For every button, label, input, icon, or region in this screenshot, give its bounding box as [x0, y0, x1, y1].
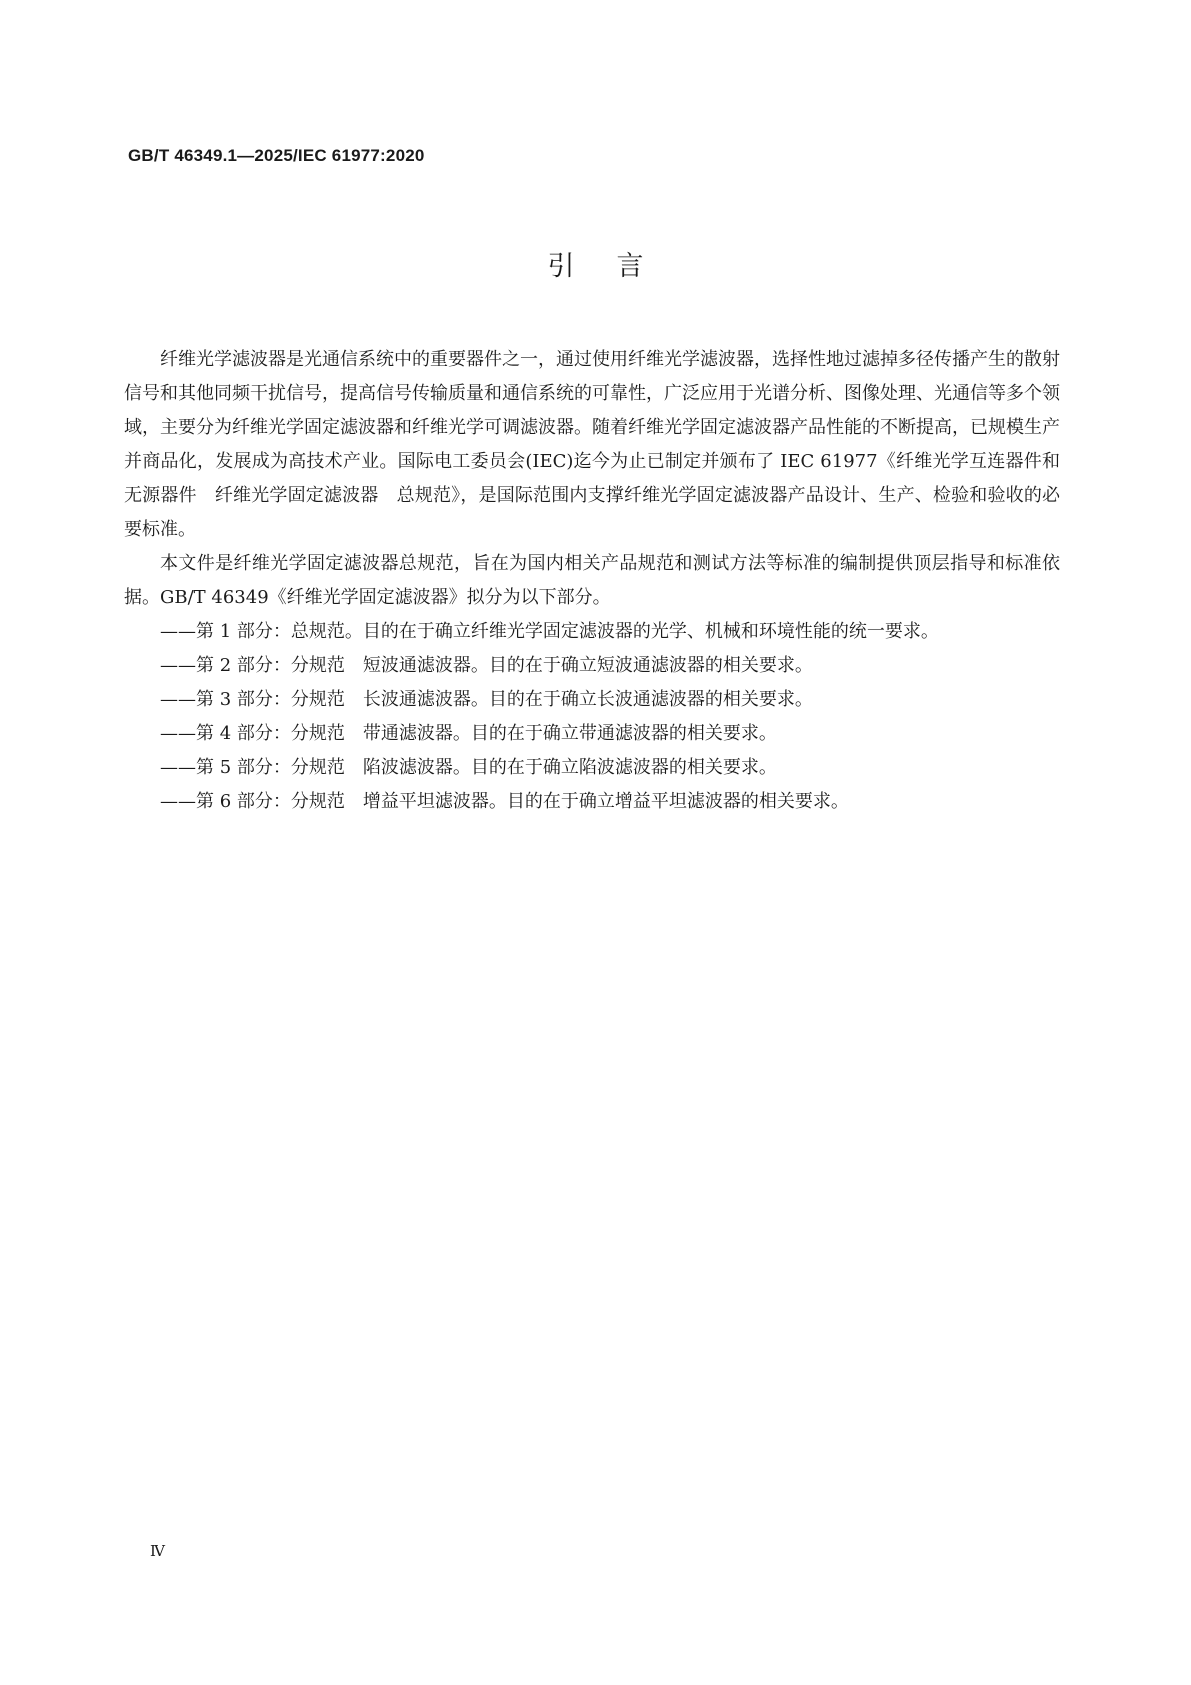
intro-paragraph-1: 纤维光学滤波器是光通信系统中的重要器件之一，通过使用纤维光学滤波器，选择性地过滤掉多径传播产生的散射信号和其他同频干扰信号，提高信号传输质量和通信系统的可靠性，广泛应用于光谱分析、图像处理、光通信等多个领域，主要分为纤维光学固定滤波器和纤维光学可调滤波器。随着纤维光学固定滤波器产品性能的不断提高，已规模生产并商品化，发展成为高技术产业。国际电工委员会(IEC)迄今为止已制定并颁布了 IEC 61977《纤维光学互连器件和无源器件 纤维光学固定滤波器 总规范》，是国际范围内支撑纤维光学固定滤波器产品设计、生产、检验和验收的必要标准。	[124, 349, 1060, 540]
page-number: Ⅳ	[150, 1542, 165, 1560]
part-item-2: ——第 2 部分：分规范 短波通滤波器。目的在于确立短波通滤波器的相关要求。	[160, 655, 813, 676]
part-item-1: ——第 1 部分：总规范。目的在于确立纤维光学固定滤波器的光学、机械和环境性能的统一要求。	[160, 621, 939, 642]
parts-list	[124, 615, 1060, 819]
intro-paragraph-2: 本文件是纤维光学固定滤波器总规范，旨在为国内相关产品规范和测试方法等标准的编制提供顶层指导和标准依据。GB/T 46349《纤维光学固定滤波器》拟分为以下部分。	[124, 553, 1060, 608]
part-item-6: ——第 6 部分：分规范 增益平坦滤波器。目的在于确立增益平坦滤波器的相关要求。	[160, 791, 849, 812]
section-title: 引言	[547, 251, 686, 282]
part-item-4: ——第 4 部分：分规范 带通滤波器。目的在于确立带通滤波器的相关要求。	[160, 723, 777, 744]
standard-code-header: GB/T 46349.1—2025/IEC 61977:2020	[128, 146, 425, 165]
part-item-3: ——第 3 部分：分规范 长波通滤波器。目的在于确立长波通滤波器的相关要求。	[160, 689, 813, 710]
body-text	[124, 343, 1060, 819]
part-item-5: ——第 5 部分：分规范 陷波滤波器。目的在于确立陷波滤波器的相关要求。	[160, 757, 777, 778]
